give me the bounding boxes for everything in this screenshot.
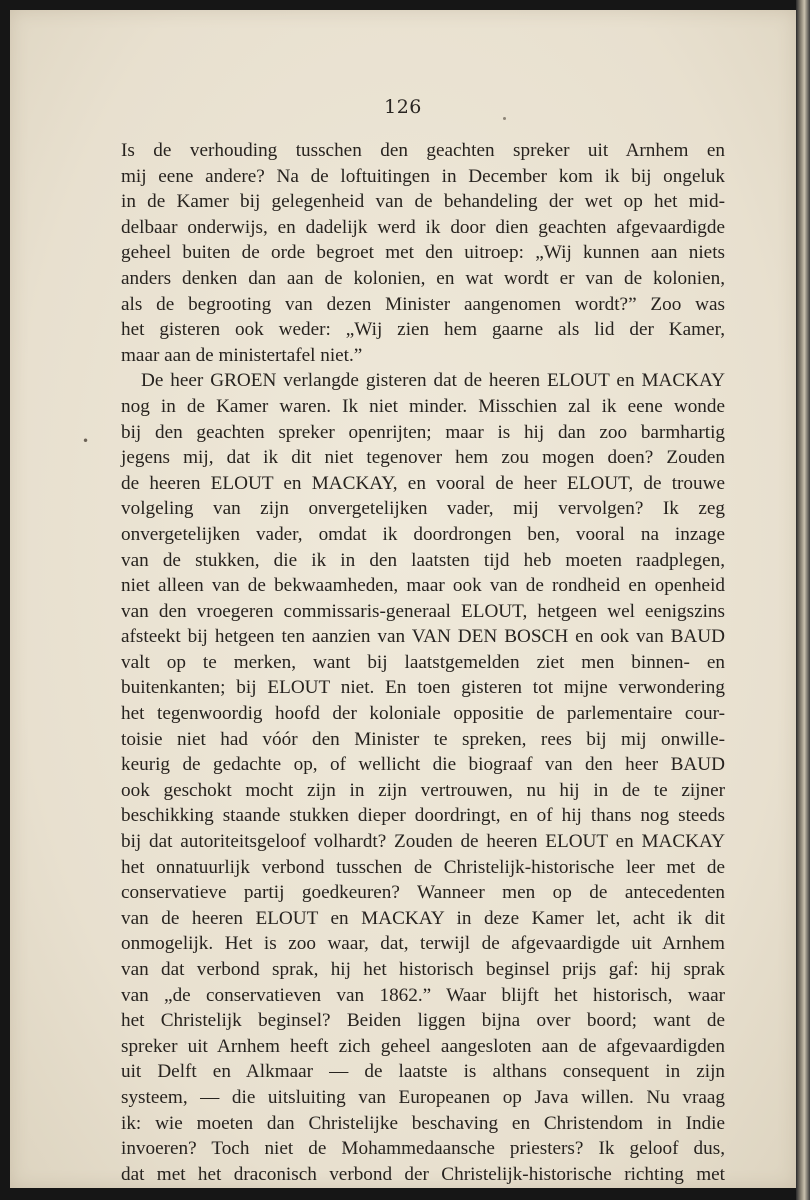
- text-line: als de begrooting van dezen Minister aangenomen wordt?” Zoo was: [121, 293, 725, 315]
- text-line: systeem, — die uitsluiting van Europeanen op Java willen. Nu vraag: [121, 1086, 725, 1108]
- text-line: conservatieve partij goedkeuren? Wanneer men op de antecedenten: [121, 882, 725, 904]
- text-line: van dat verbond sprak, hij het historisch beginsel prijs gaf: hij sprak: [121, 959, 725, 980]
- text-line: het Christelijk beginsel? Beiden liggen bijna over boord; want de: [121, 1010, 725, 1032]
- text-line: volgeling van zijn onvergetelijken vader, mij vervolgen? Ik zeg: [121, 498, 725, 520]
- page-number: 126: [384, 96, 422, 118]
- text-line: in de Kamer bij gelegenheid van de behandeling der wet op het mid-: [121, 191, 725, 213]
- text-line: delbaar onderwijs, en dadelijk werd ik door dien geachten afgevaardigde: [121, 216, 725, 238]
- text-line: niet alleen van de bekwaamheden, maar ook van de rondheid en openheid: [121, 575, 725, 597]
- text-line: geheel buiten de orde begroet met den uitroep: „Wij kunnen aan niets: [121, 242, 725, 264]
- paragraph-start-line: De heer GROEN verlangde gisteren dat de heeren ELOUT en MACKAY: [141, 370, 725, 392]
- text-line: van „de conservatieven van 1862.” Waar blijft het historisch, waar: [121, 984, 725, 1006]
- text-line: maar aan de ministertafel niet.”: [121, 344, 363, 366]
- text-line: het gisteren ook weder: „Wij zien hem gaarne als lid der Kamer,: [121, 319, 725, 341]
- text-line: keurig de gedachte op, of wellicht die biograaf van den heer BAUD: [121, 754, 725, 776]
- text-line: nog in de Kamer waren. Ik niet minder. Misschien zal ik eene wonde: [121, 395, 725, 417]
- text-line: buitenkanten; bij ELOUT niet. En toen gisteren tot mijne verwondering: [121, 677, 725, 699]
- text-line: onmogelijk. Het is zoo waar, dat, terwijl de afgevaardigde uit Arnhem: [121, 933, 725, 955]
- text-line: bij dat autoriteitsgeloof volhardt? Zouden de heeren ELOUT en MACKAY: [121, 831, 725, 853]
- text-line: ook geschokt mocht zijn in zijn vertrouwen, nu hij in de te zijner: [121, 779, 725, 801]
- text-line: de heeren ELOUT en MACKAY, en vooral de heer ELOUT, de trouwe: [121, 472, 725, 494]
- text-line: anders denken dan aan de kolonien, en wat wordt er van de kolonien,: [121, 267, 725, 289]
- text-line: valt op te merken, want bij laatstgemelden ziet men binnen- en: [121, 651, 725, 673]
- text-line: invoeren? Toch niet de Mohammedaansche priesters? Ik geloof dus,: [121, 1138, 725, 1160]
- text-line: uit Delft en Alkmaar — de laatste is althans consequent in zijn: [121, 1061, 725, 1083]
- text-line: Is de verhouding tusschen den geachten spreker uit Arnhem en: [121, 140, 725, 161]
- text-line: afsteekt bij hetgeen ten aanzien van VAN DEN BOSCH en ook van BAUD: [121, 626, 725, 648]
- text-line: onvergetelijken vader, omdat ik doordrongen ben, vooral na inzage: [121, 523, 725, 545]
- text-line: van den vroegeren commissaris-generaal ELOUT, hetgeen wel eenigszins: [121, 600, 725, 622]
- text-line: het tegenwoordig hoofd der koloniale oppositie de parlementaire cour-: [121, 703, 725, 725]
- text-line: van de heeren ELOUT en MACKAY in deze Kamer let, acht ik dit: [121, 907, 725, 929]
- text-line: jegens mij, dat ik dit niet tegenover hem zou mogen doen? Zouden: [121, 447, 725, 469]
- book-page: [10, 10, 796, 1188]
- text-line: bij den geachten spreker openrijten; maar is hij dan zoo barmhartig: [121, 421, 725, 443]
- text-line: dat met het draconisch verbond der Christelijk-historische richting met: [121, 1163, 725, 1185]
- text-line: van de stukken, die ik in den laatsten tijd heb moeten raadplegen,: [121, 549, 725, 571]
- text-line: beschikking staande stukken dieper doordringt, en of hij thans nog steeds: [121, 805, 725, 827]
- text-line: spreker uit Arnhem heeft zich geheel aangesloten aan de afgevaardigden: [121, 1035, 725, 1057]
- text-line: mij eene andere? Na de loftuitingen in December kom ik bij ongeluk: [121, 165, 725, 187]
- body-text: [121, 138, 725, 1187]
- margin-mark: •: [82, 434, 90, 448]
- text-line: het onnatuurlijk verbond tusschen de Christelijk-historische leer met de: [121, 856, 725, 878]
- text-line: ik: wie moeten dan Christelijke beschaving en Christendom in Indie: [121, 1112, 725, 1134]
- book-edge: [796, 0, 810, 1200]
- text-line: toisie niet had vóór den Minister te spreken, rees bij mij onwille-: [121, 728, 725, 750]
